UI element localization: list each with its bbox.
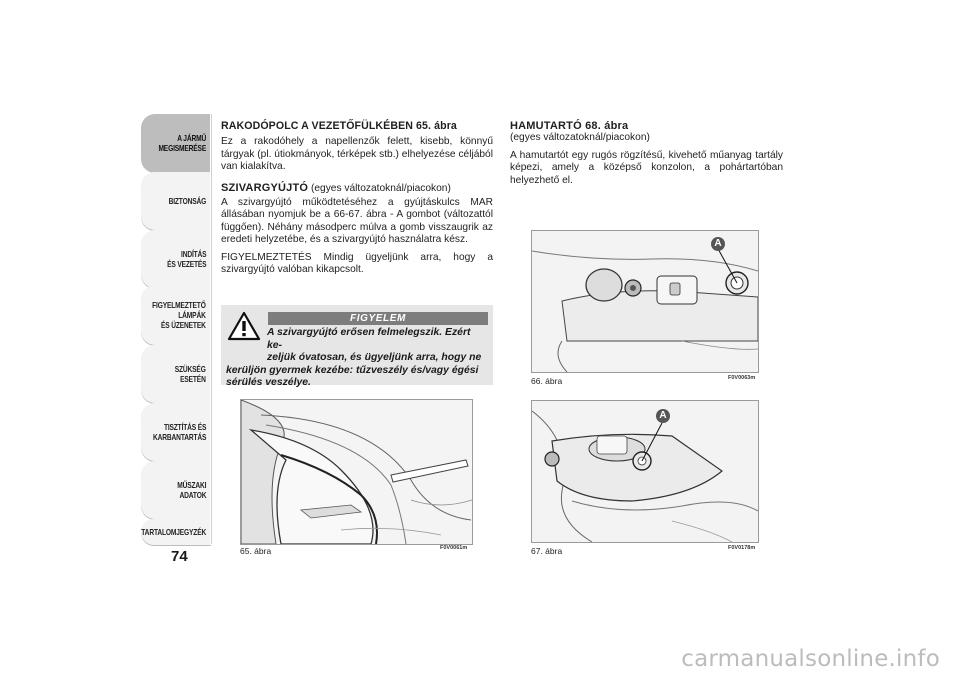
section-title-storage: RAKODÓPOLC A VEZETŐFÜLKÉBEN 65. ábra	[221, 120, 457, 132]
right-column	[510, 120, 783, 192]
figure-65-image	[240, 399, 473, 545]
section-text-ashtray: A hamutartót egy rugós rögzítésű, kivehető műanyag tartály képezi, amely a középső konzolon, a pohártartóban helyezhető el.	[510, 149, 783, 186]
section-text-storage: Ez a rakodóhely a napellenzők felett, kisebb, könnyű tárgyak (pl. útiokmányok, térképek stb.) elhelyezése céljából van kialakítva.	[221, 136, 493, 173]
figure-67-caption: 67. ábra	[531, 546, 563, 556]
tab-warning-lights[interactable]: FIGYELMEZTETŐ LÁMPÁK ÉS ÜZENETEK	[141, 285, 211, 345]
tab-emergency[interactable]: SZÜKSÉG ESETÉN	[141, 345, 211, 403]
tab-maintenance[interactable]: TISZTÍTÁS ÉS KARBANTARTÁS	[141, 403, 211, 461]
section-title-cigar-lighter: SZIVARGYÚJTÓ	[221, 181, 309, 194]
warning-header: FIGYELEM	[268, 312, 488, 325]
figure-66-image	[531, 230, 759, 373]
figure-67-image	[531, 400, 759, 543]
sidebar-divider	[211, 114, 212, 544]
tab-starting-driving[interactable]: INDÍTÁS ÉS VEZETÉS	[141, 230, 211, 288]
figure-67-code: F0V0178m	[728, 545, 756, 551]
watermark-link[interactable]: carmanualsonline.info	[681, 646, 940, 672]
section-note-cigar-lighter: FIGYELMEZTETÉS Mindig ügyeljünk arra, hogy a szivargyújtó valóban kikapcsolt.	[221, 251, 493, 276]
page-number: 74	[171, 548, 188, 565]
tab-safety[interactable]: BIZTONSÁG	[141, 172, 211, 230]
section-subtitle-cigar-lighter: (egyes változatoknál/piacokon)	[308, 182, 451, 194]
tab-technical-data[interactable]: MŰSZAKI ADATOK	[141, 461, 211, 519]
figure-65-code: F0V0061m	[440, 545, 468, 551]
left-column	[221, 120, 493, 281]
marker-a-fig67: A	[656, 409, 670, 423]
figure-65-caption: 65. ábra	[240, 546, 272, 556]
section-title-ashtray: HAMUTARTÓ 68. ábra	[510, 120, 629, 132]
tab-vehicle-overview[interactable]: A JÁRMŰ MEGISMERÉSE	[141, 114, 211, 172]
warning-text: A szivargyújtó erősen felmelegszik. Ezért ke- zeljük óvatosan, és ügyeljünk arra, hogy ne kerüljön gyermek kezébe: tűzveszély és/vagy égési sérülés veszélye.	[226, 327, 482, 389]
section-text-cigar-lighter: A szivargyújtó működtetéséhez a gyújtáskulcs MAR állásában nyomjuk be a 66-67. ábra - A gombot (változattól függően). Néhány másodperc múlva a gomb visszaugrik az eredeti helyzetébe, és a szivargyújtó használatra kész.	[221, 197, 493, 246]
figure-66-caption: 66. ábra	[531, 376, 563, 386]
tab-index[interactable]: TARTALOMJEGYZÉK	[141, 519, 211, 545]
section-subtitle-ashtray: (egyes változatoknál/piacokon)	[510, 132, 650, 144]
marker-a-fig66: A	[711, 237, 725, 251]
figure-66-code: F0V0063m	[728, 375, 756, 381]
